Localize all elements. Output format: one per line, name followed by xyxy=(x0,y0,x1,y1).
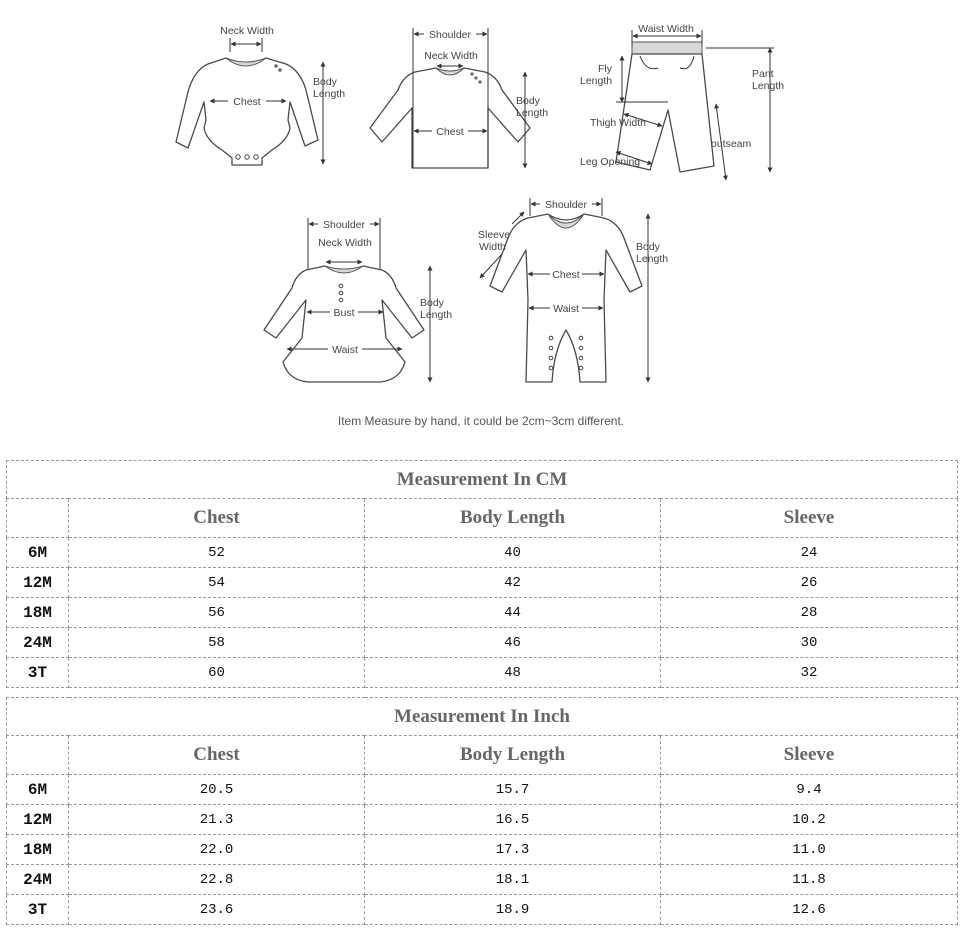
chest-value: 60 xyxy=(69,658,365,688)
header-sleeve: Sleeve xyxy=(661,499,958,538)
sleeve-value: 12.6 xyxy=(661,895,958,925)
body-length-value: 16.5 xyxy=(365,805,661,835)
size-label: 18M xyxy=(7,598,69,628)
bodysuit-body-length-label: Body xyxy=(313,76,337,88)
chest-value: 20.5 xyxy=(69,775,365,805)
pants-waist-width-label: Waist Width xyxy=(638,23,694,35)
table-row xyxy=(7,538,958,568)
measurement-diagram xyxy=(0,0,962,440)
header-blank xyxy=(7,736,69,775)
chest-value: 54 xyxy=(69,568,365,598)
size-table-cm xyxy=(6,460,958,688)
dress-body-length-label: Body xyxy=(420,297,444,309)
romper-waist-label: Waist xyxy=(553,303,579,315)
size-table-inch xyxy=(6,697,958,925)
table-row xyxy=(7,805,958,835)
body-length-value: 17.3 xyxy=(365,835,661,865)
header-body-length: Body Length xyxy=(365,736,661,775)
size-label: 3T xyxy=(7,658,69,688)
header-blank xyxy=(7,499,69,538)
table-row xyxy=(7,895,958,925)
dress-neck-width-label: Neck Width xyxy=(318,237,372,249)
table-row xyxy=(7,865,958,895)
body-length-value: 48 xyxy=(365,658,661,688)
sleeve-value: 26 xyxy=(661,568,958,598)
tshirt-body-length-label: Body xyxy=(516,95,540,107)
pants-illustration xyxy=(616,42,714,172)
size-label: 3T xyxy=(7,895,69,925)
bodysuit-body-length-label-2: Length xyxy=(313,88,346,100)
header-body-length: Body Length xyxy=(365,499,661,538)
body-length-value: 40 xyxy=(365,538,661,568)
pants-pant-length-label: Pant xyxy=(752,68,774,80)
size-label: 12M xyxy=(7,805,69,835)
table-row xyxy=(7,598,958,628)
chest-value: 23.6 xyxy=(69,895,365,925)
dress-shoulder-label: Shoulder xyxy=(322,219,366,231)
pants-outseam-label: outseam xyxy=(711,138,752,150)
measurement-note: Item Measure by hand, it could be 2cm~3cm different. xyxy=(337,414,625,428)
tshirt-body-length-label-2: Length xyxy=(516,107,549,119)
table-title: Measurement In Inch xyxy=(7,698,958,736)
dress-waist-label: Waist xyxy=(332,344,358,356)
size-label: 24M xyxy=(7,628,69,658)
tshirt-shoulder-label: Shoulder xyxy=(428,29,472,41)
dress-bust-label: Bust xyxy=(333,307,355,319)
body-length-value: 44 xyxy=(365,598,661,628)
romper-sleeve-width-label: Sleeve xyxy=(478,229,511,241)
chest-value: 58 xyxy=(69,628,365,658)
chest-value: 21.3 xyxy=(69,805,365,835)
body-length-value: 46 xyxy=(365,628,661,658)
table-row xyxy=(7,775,958,805)
sleeve-value: 28 xyxy=(661,598,958,628)
romper-sleeve-width-label-2: Width xyxy=(479,241,506,253)
table-row xyxy=(7,658,958,688)
romper-chest-label: Chest xyxy=(552,269,580,281)
chest-value: 52 xyxy=(69,538,365,568)
chest-value: 22.0 xyxy=(69,835,365,865)
pants-fly-length-label-2: Length xyxy=(580,75,613,87)
table-title: Measurement In CM xyxy=(7,461,958,499)
bodysuit-illustration xyxy=(176,58,318,165)
size-label: 18M xyxy=(7,835,69,865)
romper-body-length-label-2: Length xyxy=(636,253,669,265)
body-length-value: 18.1 xyxy=(365,865,661,895)
bodysuit-neck-width-label: Neck Width xyxy=(220,25,274,37)
sleeve-value: 32 xyxy=(661,658,958,688)
size-label: 12M xyxy=(7,568,69,598)
table-row xyxy=(7,628,958,658)
sleeve-value: 10.2 xyxy=(661,805,958,835)
bodysuit-chest-label: Chest xyxy=(233,96,261,108)
dress-body-length-label-2: Length xyxy=(420,309,453,321)
sleeve-value: 9.4 xyxy=(661,775,958,805)
chest-value: 56 xyxy=(69,598,365,628)
dress-illustration xyxy=(264,266,424,382)
sleeve-value: 30 xyxy=(661,628,958,658)
size-label: 24M xyxy=(7,865,69,895)
body-length-value: 15.7 xyxy=(365,775,661,805)
size-label: 6M xyxy=(7,538,69,568)
sleeve-value: 11.8 xyxy=(661,865,958,895)
pants-fly-length-label: Fly xyxy=(598,63,612,75)
pants-pant-length-label-2: Length xyxy=(752,80,785,92)
romper-body-length-label: Body xyxy=(636,241,660,253)
tshirt-illustration xyxy=(370,68,530,168)
table-row xyxy=(7,835,958,865)
romper-illustration xyxy=(490,214,642,382)
table-row xyxy=(7,568,958,598)
tshirt-neck-width-label: Neck Width xyxy=(424,50,478,62)
sleeve-value: 11.0 xyxy=(661,835,958,865)
header-chest: Chest xyxy=(69,499,365,538)
body-length-value: 18.9 xyxy=(365,895,661,925)
romper-shoulder-label: Shoulder xyxy=(544,199,588,211)
pants-leg-opening-label: Leg Opening xyxy=(580,156,641,168)
chest-value: 22.8 xyxy=(69,865,365,895)
header-chest: Chest xyxy=(69,736,365,775)
tshirt-chest-label: Chest xyxy=(436,126,464,138)
size-label: 6M xyxy=(7,775,69,805)
body-length-value: 42 xyxy=(365,568,661,598)
pants-thigh-width-label: Thigh Width xyxy=(590,117,647,129)
sleeve-value: 24 xyxy=(661,538,958,568)
header-sleeve: Sleeve xyxy=(661,736,958,775)
